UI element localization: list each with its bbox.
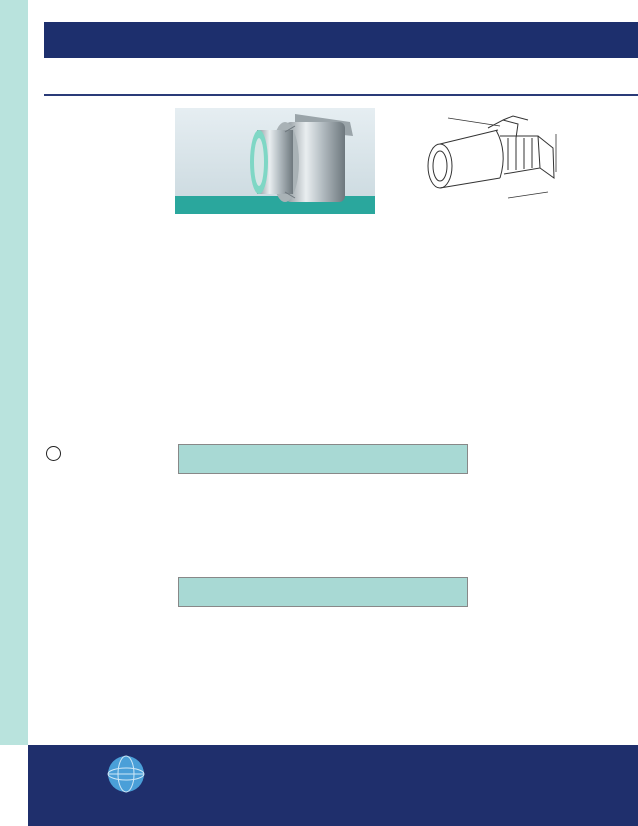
dimension-drawing [408,108,573,214]
ul-logo [38,448,78,462]
company-logo [78,752,176,802]
metal-clad-cables-table [178,577,468,607]
armored-cables-table [178,444,468,474]
product-photo [175,108,375,214]
armored-header [179,445,467,473]
title-bar [44,22,638,58]
globe-logo-icon [78,752,176,802]
ul-circle-mark [46,446,61,461]
metal-clad-header [179,578,467,606]
page-title [64,28,68,54]
side-strip [0,0,28,745]
header-divider [44,94,638,96]
product-description [38,118,164,138]
connector-photo-illustration [175,108,375,214]
connector-line-drawing [408,108,573,214]
